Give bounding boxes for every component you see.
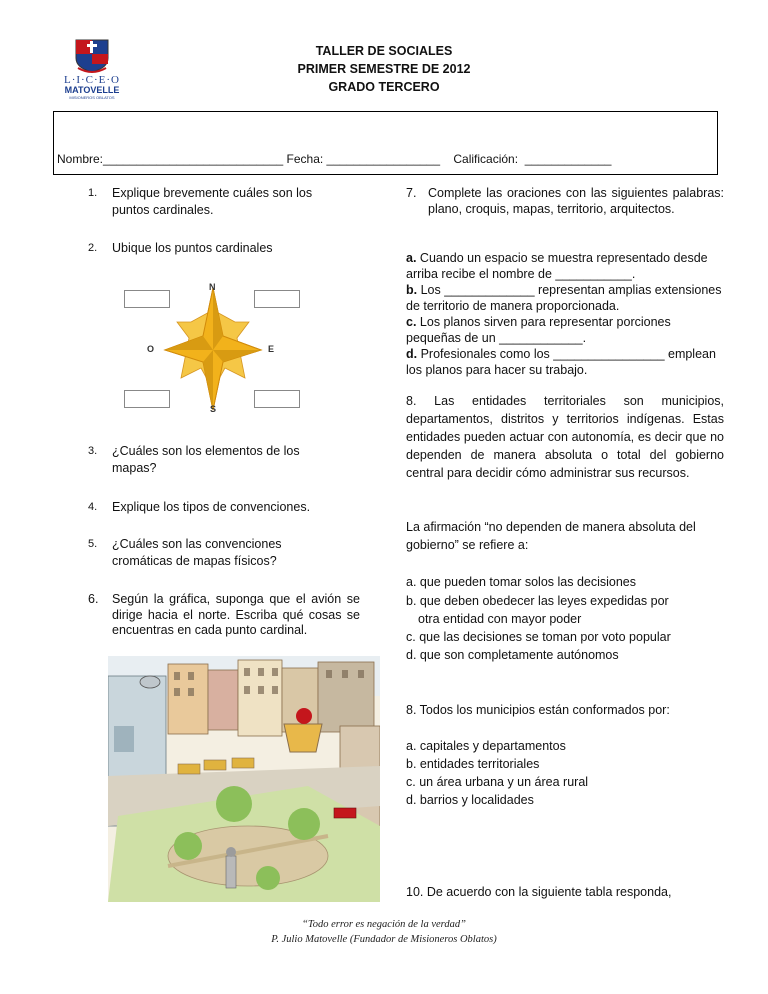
question-8-passage: 8. Las entidades territoriales son municipios, departamentos, distritos y territorios indígenas. Estas entidades pueden actuar con autonomía, es decir que no dependen de manera absoluta o total del gobierno central para decidir cómo administrar sus recursos.: [406, 394, 724, 480]
question-text: Según la gráfica, suponga que el avión se dirige hacia el norte. Escriba qué cosas se encuentras en cada punto cardinal.: [112, 592, 360, 637]
item-label: d.: [406, 347, 418, 361]
option-8b[interactable]: b. que deben obedecer las leyes expedidas por: [406, 594, 669, 608]
item-label: c.: [406, 315, 417, 329]
question-10: 10. De acuerdo con la siguiente tabla responda,: [406, 885, 672, 899]
question-number: 5.: [88, 538, 98, 550]
item-label: b.: [406, 283, 418, 297]
item-text: Profesionales como los ________________ emplean los planos para hacer su trabajo.: [406, 347, 716, 377]
item-text: Cuando un espacio se muestra representado desde arriba recibe el nombre de ___________.: [406, 251, 708, 281]
option-9a[interactable]: a. capitales y departamentos: [406, 739, 566, 753]
option-9b[interactable]: b. entidades territoriales: [406, 757, 540, 771]
compass-diagram: [118, 280, 308, 415]
option-9d[interactable]: d. barrios y localidades: [406, 793, 534, 807]
question-number: 6.: [88, 592, 99, 606]
item-label: a.: [406, 251, 417, 265]
question-7: [406, 186, 724, 236]
question-5: [88, 536, 348, 576]
student-info-fields[interactable]: Nombre:___________________________ Fecha: _________________ Calificación: _____________: [57, 152, 612, 166]
question-text: Explique brevemente cuáles son los puntos cardinales.: [112, 186, 313, 217]
city-illustration: [108, 656, 380, 902]
option-8d[interactable]: d. que son completamente autónomos: [406, 648, 619, 662]
item-text: Los planos sirven para representar porciones pequeñas de un ____________.: [406, 315, 671, 345]
question-7a: [406, 250, 724, 282]
logo-tagline: MISIONEROS OBLATOS: [69, 95, 115, 100]
option-8c[interactable]: c. que las decisiones se toman por voto popular: [406, 630, 671, 644]
compass-star-icon: [163, 286, 263, 412]
question-number: 4.: [88, 501, 98, 513]
compass-south-label: S: [210, 404, 217, 414]
logo-name: L·I·C·E·O: [63, 74, 121, 86]
question-2: [88, 240, 348, 260]
question-3: [88, 443, 348, 483]
question-text: Complete las oraciones con las siguientes palabras: plano, croquis, mapas, territorio, arquitectos.: [428, 186, 724, 216]
question-1: [88, 185, 348, 225]
question-number: 1.: [88, 187, 98, 199]
option-8a[interactable]: a. que pueden tomar solos las decisiones: [406, 575, 637, 589]
question-7b: [406, 282, 724, 314]
question-number: 3.: [88, 445, 98, 457]
title-line-3: GRADO TERCERO: [328, 80, 440, 94]
compass-north-label: N: [209, 282, 216, 292]
question-7c: [406, 314, 724, 346]
question-8-prompt: La afirmación “no dependen de manera absoluta del gobierno” se refiere a:: [406, 520, 696, 552]
logo-subname: MATOVELLE: [64, 85, 120, 95]
question-text: Explique los tipos de convenciones.: [112, 500, 311, 514]
footer-author: P. Julio Matovelle (Fundador de Misioneros Oblatos): [271, 934, 497, 945]
question-text: Ubique los puntos cardinales: [112, 241, 273, 255]
question-9: 8. Todos los municipios están conformados por:: [406, 703, 670, 717]
footer-quote: “Todo error es negación de la verdad”: [302, 919, 466, 930]
question-6: [88, 592, 364, 658]
compass-west-label: O: [147, 344, 155, 354]
question-text: ¿Cuáles son las convenciones cromáticas de mapas físicos?: [112, 537, 282, 568]
city-scene-image: [108, 656, 380, 902]
compass-east-label: E: [268, 344, 275, 354]
option-8b-continued: otra entidad con mayor poder: [418, 612, 582, 626]
question-4: [88, 499, 348, 519]
question-text: ¿Cuáles son los elementos de los mapas?: [112, 444, 300, 475]
item-text: Los _____________ representan amplias extensiones de territorio de manera proporcionada.: [406, 283, 722, 313]
option-9c[interactable]: c. un área urbana y un área rural: [406, 775, 589, 789]
question-7d: [406, 346, 724, 378]
title-line-2: PRIMER SEMESTRE DE 2012: [297, 62, 471, 76]
question-number: 7.: [406, 186, 417, 200]
question-number: 2.: [88, 242, 98, 254]
title-line-1: TALLER DE SOCIALES: [315, 44, 453, 58]
